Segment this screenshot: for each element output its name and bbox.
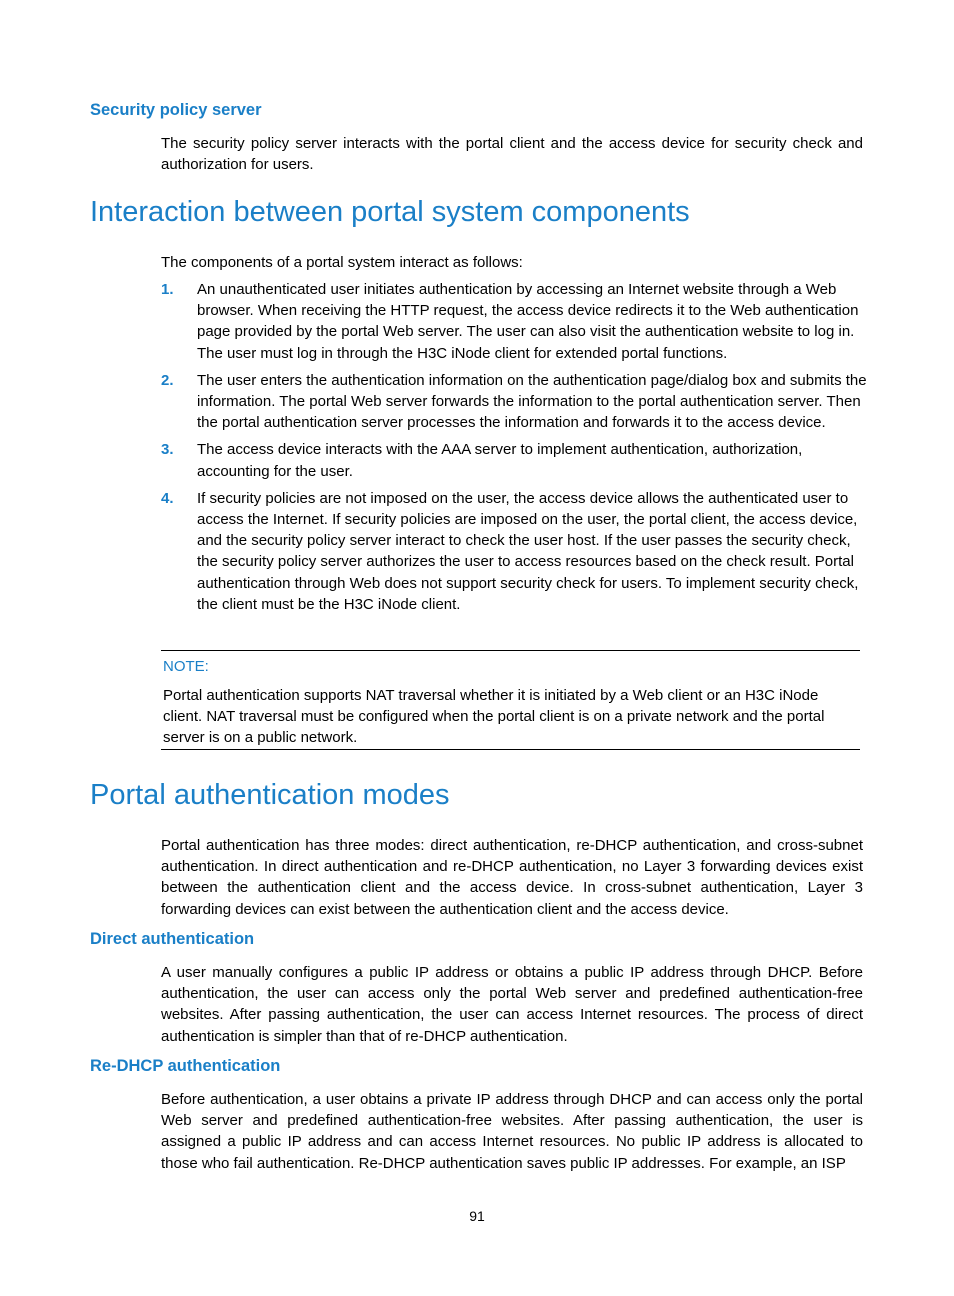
interaction-intro: The components of a portal system interact as follows: xyxy=(161,254,523,271)
section-heading-direct-authentication: Direct authentication xyxy=(90,930,255,948)
page-number: 91 xyxy=(469,1208,485,1224)
step-text: If security policies are not imposed on the user, the access device allows the authenticated user to access the Internet. If security policies are imposed on the user, the portal client, the access device, and the security policy server interact to check the user host. If the user passes the security check, the security policy server authorizes the user to access resources based on the check result. Portal authentication through Web does not support security check for users. To implement security check, the client must be the H3C iNode client. xyxy=(197,489,859,613)
step-number: 3. xyxy=(161,441,174,459)
direct-authentication-paragraph: A user manually configures a public IP address or obtains a public IP address through DHCP. Before authentication, the user can access only the portal Web server and predefined authentication-free websites. After passing authentication, the user can access Internet resources. The process of direct authentication is simpler than that of re-DHCP authentication. xyxy=(161,964,863,1045)
step-number: 1. xyxy=(161,281,174,298)
note-label: NOTE: xyxy=(163,658,209,675)
step-text: An unauthenticated user initiates authentication by accessing an Internet website through a Web browser. When receiving the HTTP request, the access device redirects it to the Web authentication page provided by the portal Web server. The user can also visit the authentication website to log in. The user must log in through the H3C iNode client for extended portal functions. xyxy=(197,281,859,362)
list-item xyxy=(161,370,869,434)
redhcp-authentication-paragraph: Before authentication, a user obtains a private IP address through DHCP and can access only the portal Web server and predefined authentication-free websites. After passing authentication, the user is assigned a public IP address and can access Internet resources. No public IP address is allocated to those who fail authentication. Re-DHCP authentication saves public IP addresses. For example, an ISP xyxy=(161,1091,863,1172)
list-item xyxy=(161,488,869,615)
interaction-steps-list xyxy=(161,279,869,621)
note-text: Portal authentication supports NAT traversal whether it is initiated by a Web client or an H3C iNode client. NAT traversal must be configured when the portal client is on a private network and the portal server is on a public network. xyxy=(163,687,825,747)
section-heading-interaction: Interaction between portal system components xyxy=(90,196,690,228)
section-heading-security-policy-server: Security policy server xyxy=(90,101,262,119)
security-policy-server-paragraph: The security policy server interacts with the portal client and the access device for security check and authorization for users. xyxy=(161,135,863,174)
step-number: 2. xyxy=(161,371,174,389)
list-item xyxy=(161,279,869,364)
note-box xyxy=(161,650,860,750)
section-heading-modes: Portal authentication modes xyxy=(90,779,450,811)
step-text: The access device interacts with the AAA server to implement authentication, authorization, accounting for the user. xyxy=(197,441,803,480)
step-text: The user enters the authentication information on the authentication page/dialog box and submits the information. The portal Web server forwards the information to the portal authentication server. Then the portal authentication server processes the information and forwards it to the access device. xyxy=(197,371,867,432)
section-heading-redhcp-authentication: Re-DHCP authentication xyxy=(90,1057,281,1075)
modes-paragraph: Portal authentication has three modes: direct authentication, re-DHCP authentication, and cross-subnet authentication. In direct authentication and re-DHCP authentication, no Layer 3 forwarding devices exist between the authentication client and the access device. In cross-subnet authentication, Layer 3 forwarding devices can exist between the authentication client and the access device. xyxy=(161,837,863,918)
list-item xyxy=(161,439,869,481)
step-number: 4. xyxy=(161,489,174,507)
